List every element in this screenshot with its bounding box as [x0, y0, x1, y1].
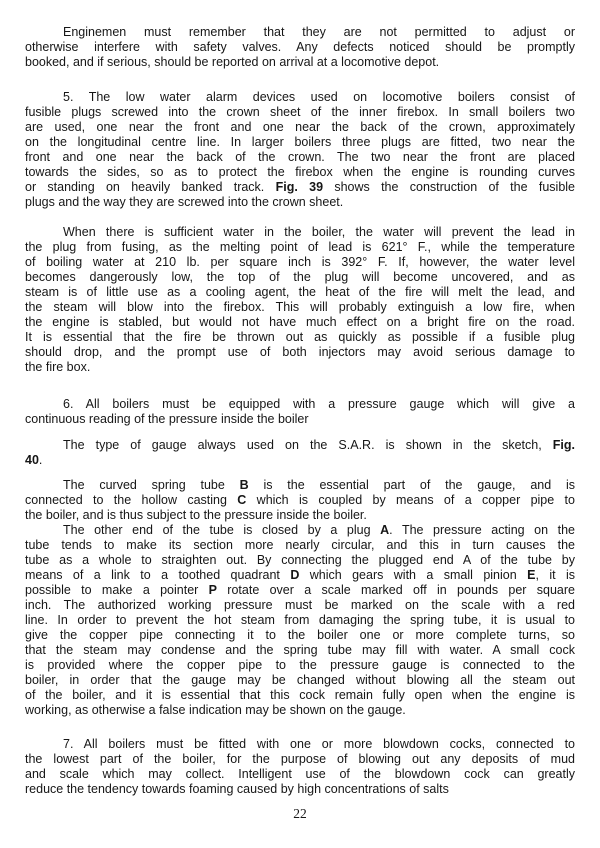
text-line	[25, 478, 575, 493]
part-label-c: C	[237, 493, 247, 507]
text-line	[25, 613, 575, 628]
text-run: When there is sufficient water in the boiler, the water will prevent the lead in	[63, 225, 575, 239]
text-run: and scale which may collect. Intelligent use of the blowdown cock can greatly	[25, 767, 575, 781]
text-line	[25, 90, 575, 105]
text-line	[25, 270, 575, 285]
text-line	[25, 330, 575, 345]
text-run: . The pressure acting on the	[389, 523, 576, 537]
text-line	[25, 165, 575, 180]
figure-ref-39: Fig. 39	[275, 180, 324, 194]
text-line	[25, 360, 575, 375]
figure-ref-40: Fig.	[552, 438, 575, 452]
text-line	[25, 737, 575, 752]
text-run: continuous reading of the pressure inside the boiler	[25, 412, 309, 426]
text-line	[25, 658, 575, 673]
text-run: the plug from fusing, as the melting point of lead is 621° F., while the temperature	[25, 240, 575, 254]
text-run: line. In order to prevent the hot steam from damaging the spring tube, it is usual to	[25, 613, 575, 627]
text-line	[25, 538, 575, 553]
text-line	[25, 135, 575, 150]
text-run: 5. The low water alarm devices used on locomotive boilers consist of	[63, 90, 575, 104]
text-run: 7. All boilers must be fitted with one or more blowdown cocks, connected to	[63, 737, 575, 751]
text-line	[25, 628, 575, 643]
text-line	[25, 508, 575, 523]
text-line	[25, 767, 575, 782]
text-line	[25, 120, 575, 135]
text-line	[25, 255, 575, 270]
text-run: the lowest part of the boiler, for the purpose of blowing out any deposits of mud	[25, 752, 575, 766]
text-run: connected to the hollow casting	[25, 493, 238, 507]
text-line	[25, 412, 575, 427]
paragraph-7-blowdown-cocks	[25, 737, 575, 797]
text-run: possible to make a pointer	[25, 583, 209, 597]
text-run: which gears with a small pinion	[299, 568, 528, 582]
text-line	[25, 300, 575, 315]
text-run: .	[38, 453, 43, 467]
paragraph-tube-action	[25, 523, 575, 718]
text-run: tube as a whole to straighten out. By connecting the plugged end A of the tube by	[25, 553, 575, 567]
text-run: towards the sides, so as to protect the firebox when the engine is rounding curves	[25, 165, 575, 179]
text-run: the engine is stabled, but would not have much effect on a bright fire on the road.	[25, 315, 575, 329]
text-line	[25, 195, 575, 210]
text-run: otherwise interfere with safety valves. Any defects noticed should be promptly	[25, 40, 575, 54]
text-run: becomes dangerously low, the top of the plug will become uncovered, and as	[25, 270, 575, 284]
text-line	[25, 703, 575, 718]
text-line	[25, 40, 575, 55]
text-run: inch. The authorized working pressure must be marked on the scale with a red	[25, 598, 575, 612]
text-line	[25, 438, 575, 453]
text-run: means of a link to a toothed quadrant	[25, 568, 291, 582]
text-run: fusible plugs screwed into the crown sheet of the inner firebox. In small boilers two	[25, 105, 575, 119]
text-run: working, as otherwise a false indication may be shown on the gauge.	[25, 703, 406, 717]
page-number: 22	[293, 806, 307, 821]
text-line	[25, 55, 575, 70]
paragraph-6-pressure-gauge	[25, 397, 575, 427]
document-content	[25, 25, 575, 797]
text-run: plugs and the way they are screwed into the crown sheet.	[25, 195, 344, 209]
text-run: of the boiler, and it is essential that this cock remain fully open when the engine is	[25, 688, 575, 702]
text-run: the boiler, and is thus subject to the pressure inside the boiler.	[25, 508, 367, 522]
text-run: tube tends to make its section more nearly circular, and this in turn causes the	[25, 538, 575, 552]
paragraph-5-fusible-plugs	[25, 90, 575, 210]
text-line	[25, 673, 575, 688]
text-run: is the essential part of the gauge, and is	[248, 478, 576, 492]
paragraph-lead-melting	[25, 225, 575, 375]
text-run: The type of gauge always used on the S.A.R. is shown in the sketch,	[63, 438, 553, 452]
paragraph-spring-tube	[25, 478, 575, 523]
text-run: steam is of little use as a cooling agent, the heat of the fire will melt the lead, and	[25, 285, 575, 299]
part-label-b: B	[239, 478, 249, 492]
text-line	[25, 553, 575, 568]
text-run: boiler, in order that the gauge may be changed without blowing all the steam out	[25, 673, 575, 687]
text-run: of boiling water at 210 lb. per square inch is 392° F. If, however, the water level	[25, 255, 575, 269]
part-label-p: P	[208, 583, 217, 597]
paragraph-safety-valves	[25, 25, 575, 70]
text-run: 6. All boilers must be equipped with a pressure gauge which will give a	[63, 397, 575, 411]
text-run: shows the construction of the fusible	[323, 180, 575, 194]
text-run: The curved spring tube	[63, 478, 240, 492]
text-line	[25, 105, 575, 120]
text-line	[25, 782, 575, 797]
text-line	[25, 315, 575, 330]
part-label-e: E	[527, 568, 536, 582]
text-run: It is essential that the fire be thrown out as quickly as possible if a fusible plug	[25, 330, 575, 344]
text-run: reduce the tendency towards foaming caused by high concentrations of salts	[25, 782, 449, 796]
text-run: are used, one near the front and one near the back of the crown, approximately	[25, 120, 575, 134]
text-run: the steam will blow into the firebox. This will probably extinguish a low fire, when	[25, 300, 575, 314]
text-run: The other end of the tube is closed by a plug	[63, 523, 381, 537]
text-run: booked, and if serious, should be reported on arrival at a locomotive depot.	[25, 55, 440, 69]
part-label-d: D	[290, 568, 300, 582]
text-line	[25, 225, 575, 240]
part-label-a: A	[380, 523, 390, 537]
text-run: on the longitudinal centre line. In larger boilers three plugs are fitted, two near the	[25, 135, 575, 149]
text-run: give the copper pipe connecting it to the boiler one or more complete turns, so	[25, 628, 575, 642]
text-line	[25, 240, 575, 255]
text-line	[25, 523, 575, 538]
text-run: the fire box.	[25, 360, 91, 374]
text-line	[25, 752, 575, 767]
text-line	[25, 397, 575, 412]
text-run: front and one near the back of the crown. The two near the front are placed	[25, 150, 575, 164]
text-run: should drop, and the prompt use of both injectors may avoid serious damage to	[25, 345, 575, 359]
text-run: rotate over a scale marked off in pounds per square	[216, 583, 575, 597]
text-run: that the steam may condense and the spring tube may fill with water. A small cock	[25, 643, 575, 657]
text-line	[25, 688, 575, 703]
text-line	[25, 180, 575, 195]
text-line	[25, 453, 575, 468]
text-line	[25, 598, 575, 613]
text-line	[25, 150, 575, 165]
text-line	[25, 643, 575, 658]
text-line	[25, 583, 575, 598]
text-run: is provided where the copper pipe to the pressure gauge is connected to the	[25, 658, 575, 672]
text-run: Enginemen must remember that they are not permitted to adjust or	[63, 25, 575, 39]
text-line	[25, 285, 575, 300]
text-line	[25, 25, 575, 40]
text-run: or standing on heavily banked track.	[25, 180, 276, 194]
text-line	[25, 345, 575, 360]
text-line	[25, 568, 575, 583]
paragraph-gauge-type	[25, 438, 575, 468]
text-run: , it is	[535, 568, 576, 582]
figure-ref-40: 40	[25, 453, 39, 467]
text-line	[25, 493, 575, 508]
text-run: which is coupled by means of a copper pipe to	[246, 493, 575, 507]
